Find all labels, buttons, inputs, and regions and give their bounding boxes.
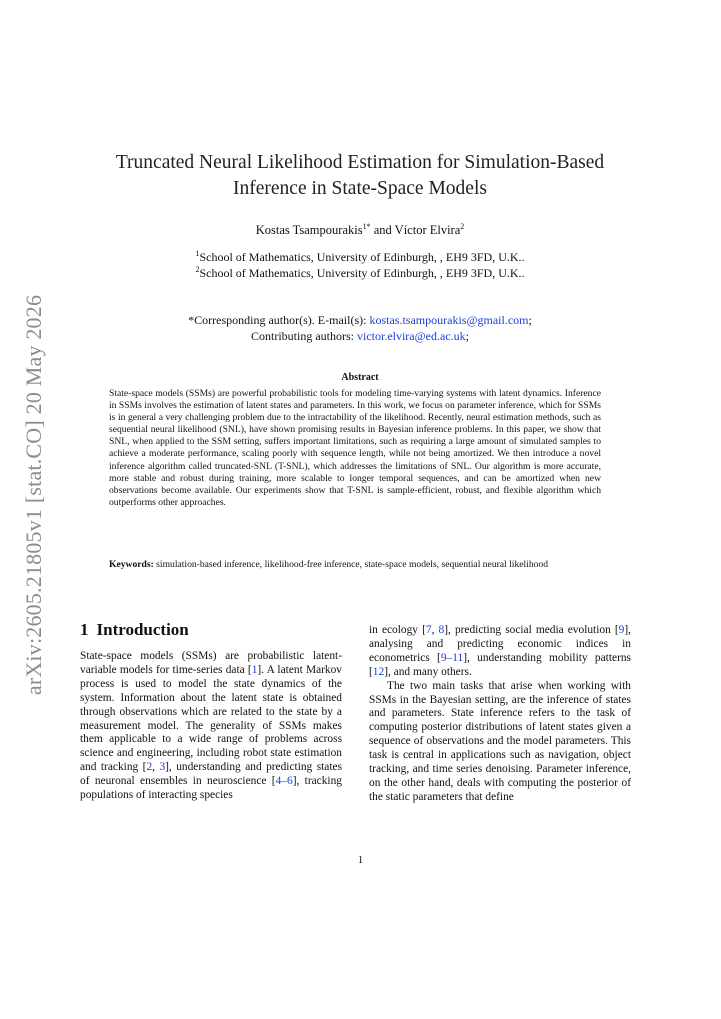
citation-link[interactable]: 8 — [438, 624, 445, 636]
citation-link[interactable]: 12 — [372, 665, 385, 678]
intro-paragraph-1 — [80, 650, 342, 803]
text-run: , — [152, 761, 160, 774]
citation-link[interactable]: 1 — [251, 663, 258, 676]
left-column — [80, 650, 342, 803]
author-list — [80, 222, 640, 238]
affiliation-1-marker: 1 — [195, 249, 200, 258]
section-title: Introduction — [96, 620, 189, 639]
corresponding-info — [80, 312, 640, 344]
contributing-email-link[interactable]: victor.elvira@ed.ac.uk — [356, 329, 466, 343]
text-run: ], understanding mobility patterns [ — [369, 651, 631, 678]
keywords — [109, 559, 601, 571]
text-run: ]. A latent Markov process is used to model the state dynamics of the system. Information about the latent state is obtained through observations which are related to the state by a measurement model. The generality of SSMs makes them applicable to a wide range of problems across science and engineering, including robot state estimation and tracking [ — [80, 663, 343, 774]
text-run: ], analysing and predicting economic indices in econometrics [ — [369, 624, 632, 664]
intro-paragraph-1-continued — [369, 624, 631, 680]
corresponding-author-line — [80, 312, 640, 328]
affiliation-2-text: School of Mathematics, University of Edinburgh, , EH9 3FD, U.K.. — [199, 266, 525, 280]
corresponding-suffix: ; — [528, 313, 532, 327]
text-run: , — [431, 624, 439, 636]
affiliation-2-marker: 2 — [195, 265, 200, 274]
text-run: ], and many others. — [384, 665, 472, 678]
affiliation-1-text: School of Mathematics, University of Edinburgh, , EH9 3FD, U.K.. — [199, 250, 525, 264]
citation-link[interactable]: 7 — [425, 624, 432, 636]
section-number: 1 — [80, 620, 89, 639]
intro-paragraph-2: The two main tasks that arise when working with SSMs in the Bayesian setting, are the inference of states and parameters. State inference refers to the task of computing posterior distributions of latent states given a sequence of observations and the model parameters. This task is central in applications such as navigation, object tracking, and time series denoising. Parameter inference, on the other hand, deals with computing the posterior of the static parameters that define — [369, 679, 631, 803]
author-1-affiliation-marker: 1* — [362, 222, 371, 231]
affiliation-2 — [80, 265, 640, 281]
citation-link[interactable]: 3 — [159, 761, 166, 774]
page-number: 1 — [357, 854, 364, 866]
keywords-list: simulation-based inference, likelihood-free inference, state-space models, sequential neural likelihood — [156, 559, 549, 570]
corresponding-prefix: *Corresponding author(s). E-mail(s): — [188, 313, 367, 327]
corresponding-email-link[interactable]: kostas.tsampourakis@gmail.com — [369, 313, 529, 327]
author-conjunction: and — [373, 223, 392, 238]
title-line-2: Inference in State-Space Models — [233, 178, 487, 199]
affiliation-1 — [80, 249, 640, 265]
keywords-label: Keywords: — [109, 559, 154, 570]
abstract-heading: Abstract — [341, 372, 379, 383]
author-name-1: Kostas Tsampourakis — [255, 223, 363, 238]
section-heading-introduction — [80, 620, 189, 640]
contributing-prefix: Contributing authors: — [250, 329, 354, 343]
text-run: in ecology [ — [369, 624, 426, 636]
text-run: State-space models (SSMs) are probabilistic latent-variable models for time-series data [ — [80, 650, 342, 676]
abstract-body: State-space models (SSMs) are powerful probabilistic tools for modeling time-varying systems with latent dynamics. Inference in SSMs involves the estimation of latent states and parameters. In this work, we focus on parameter inference, which for SSMs is in general a very challenging problem due to the intractability of the likelihood. Recently, neural estimation methods, such as sequential neural likelihood (SNL), have shown promising results in Bayesian inference problems. In this paper, we show that SNL, when applied to the SSM setting, suffers important limitations, such as requiring a large amount of simulated samples to achieve a moderate performance, scaling poorly with sequence length, while not being amortized. We then introduce a novel inference algorithm called truncated-SNL (T-SNL), which addresses the limitations of SNL. Our algorithm is more accurate, more stable and robust during training, more scalable to longer temporal sequences, and can be amortized when new observations become available. Our experiments show that T-SNL is sample-efficient, robust, and flexible algorithm which outperforms other approaches. — [109, 388, 601, 508]
text-run: ], predicting social media evolution [ — [444, 624, 619, 636]
arxiv-sidebar-identifier — [18, 288, 50, 702]
title-line-1: Truncated Neural Likelihood Estimation for Simulation-Based — [115, 152, 605, 173]
citation-link[interactable]: 9–11 — [440, 651, 464, 664]
contributing-authors-line — [80, 328, 640, 344]
arxiv-id-text: arXiv:2605.21805v1 [stat.CO] 20 May 2026 — [21, 294, 47, 696]
right-column — [369, 624, 631, 805]
citation-link[interactable]: 4–6 — [275, 775, 293, 788]
text-run: ], understanding and predicting states of neuronal ensembles in neuroscience [ — [80, 761, 342, 788]
citation-link[interactable]: 2 — [146, 761, 153, 774]
text-run: ], tracking populations of interacting species — [80, 775, 342, 802]
contributing-suffix: ; — [465, 329, 470, 343]
author-2-affiliation-marker: 2 — [460, 222, 465, 231]
author-name-2: Víctor Elvira — [394, 223, 461, 238]
citation-link[interactable]: 9 — [618, 624, 625, 636]
paper-title — [80, 150, 640, 202]
